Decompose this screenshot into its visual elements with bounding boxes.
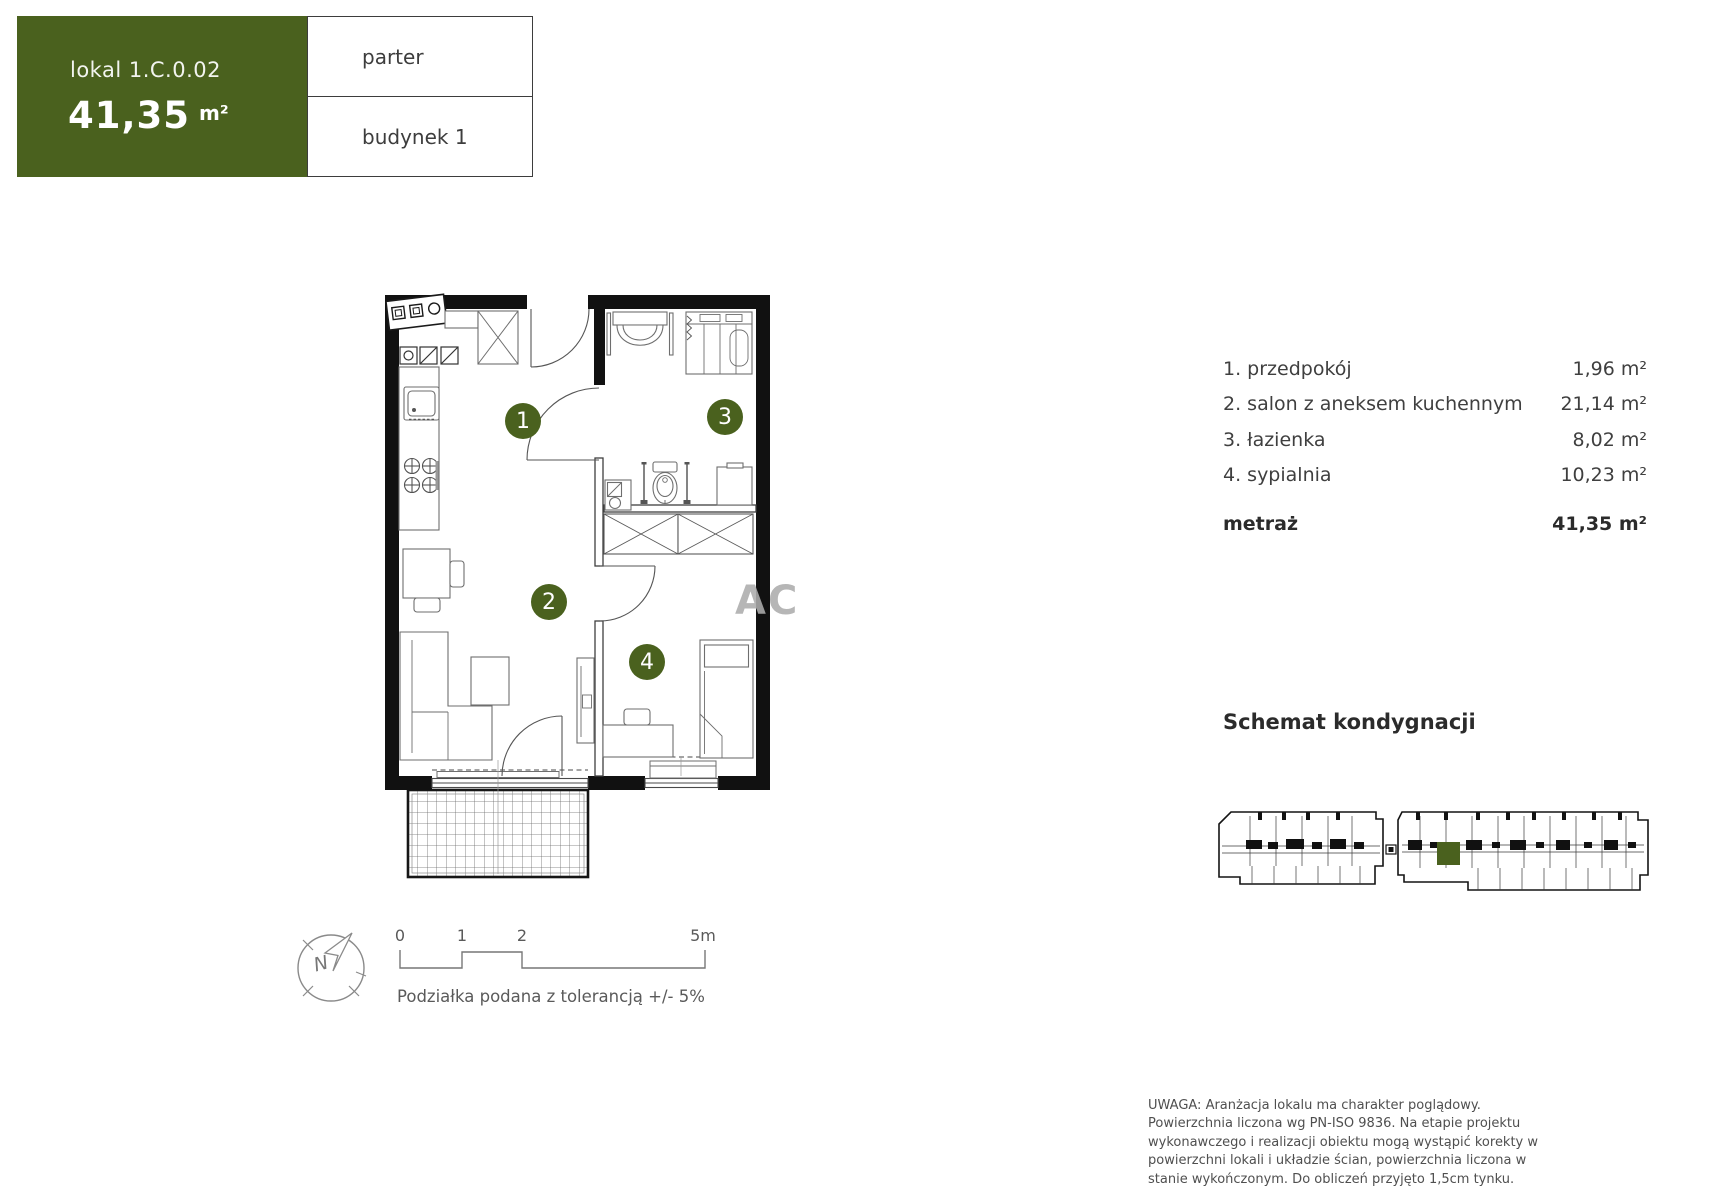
- schematic-drawing: [1210, 803, 1658, 898]
- room-area: 1,96 m²: [1572, 357, 1647, 380]
- room-marker-2: 2: [531, 584, 567, 620]
- room-area: 21,14 m²: [1560, 393, 1647, 416]
- room-row: [1223, 458, 1647, 494]
- room-row: [1223, 422, 1647, 458]
- room-label: 1. przedpokój: [1223, 357, 1352, 380]
- toilet: [653, 462, 677, 504]
- disclaimer-text: UWAGA: Aranżacja lokalu ma charakter poglądowy. Powierzchnia liczona wg PN-ISO 9836. Na etapie projektu wykonawczego i realizacji obiektu mogą wystąpić korekty w powierzchni lokali i układzie ścian, powierzchnia liczona w stanie wykończonym. Do obliczeń przyjęto 1,5cm tynku.: [1148, 1098, 1539, 1187]
- room-row: [1223, 387, 1647, 423]
- living-furniture: [400, 549, 594, 760]
- floor-card: parter: [308, 17, 532, 97]
- bedroom-furniture: [603, 640, 753, 758]
- room-list: [1223, 351, 1647, 541]
- room-marker-4: 4: [629, 644, 665, 680]
- unit-location-marker: [1437, 842, 1460, 865]
- room-marker-1: 1: [505, 403, 541, 439]
- kitchen-counter: [399, 367, 439, 530]
- compass: [278, 912, 393, 1027]
- building-card: budynek 1: [362, 124, 468, 149]
- scale-label-0: 0: [394, 926, 406, 945]
- scale-bar: [388, 940, 718, 975]
- schematic-title: Schemat kondygnacji: [1223, 710, 1476, 734]
- room-label: 4. sypialnia: [1223, 464, 1332, 487]
- scale-tolerance-note: Podziałka podana z tolerancją +/- 5%: [397, 987, 705, 1006]
- unit-card: [17, 16, 307, 177]
- watermark: AC: [735, 578, 800, 624]
- info-cards: [307, 16, 533, 177]
- meter-panel: [386, 294, 447, 330]
- wardrobe-strip: [604, 514, 753, 554]
- room-marker-3: 3: [707, 399, 743, 435]
- compass-north-letter: N: [311, 951, 331, 977]
- scale-label-5m: 5m: [690, 926, 716, 945]
- unit-area-unit: m²: [199, 101, 229, 125]
- total-row: [1223, 506, 1647, 541]
- unit-area: [68, 94, 229, 137]
- unit-label: lokal 1.C.0.02: [70, 58, 221, 82]
- bathroom-cabinet: [605, 463, 752, 510]
- kitchen-cabinets: [400, 347, 458, 364]
- total-label: metraż: [1223, 512, 1299, 535]
- room-label: 2. salon z aneksem kuchennym: [1223, 393, 1523, 416]
- room-area: 8,02 m²: [1572, 428, 1647, 451]
- unit-area-value: 41,35: [68, 94, 191, 137]
- room-row: [1223, 351, 1647, 387]
- room-area: 10,23 m²: [1560, 464, 1647, 487]
- scale-label-2: 2: [516, 926, 528, 945]
- floor-plan-drawing: [380, 290, 780, 885]
- scale-label-1: 1: [456, 926, 468, 945]
- total-area: 41,35 m²: [1552, 512, 1647, 535]
- room-label: 3. łazienka: [1223, 428, 1326, 451]
